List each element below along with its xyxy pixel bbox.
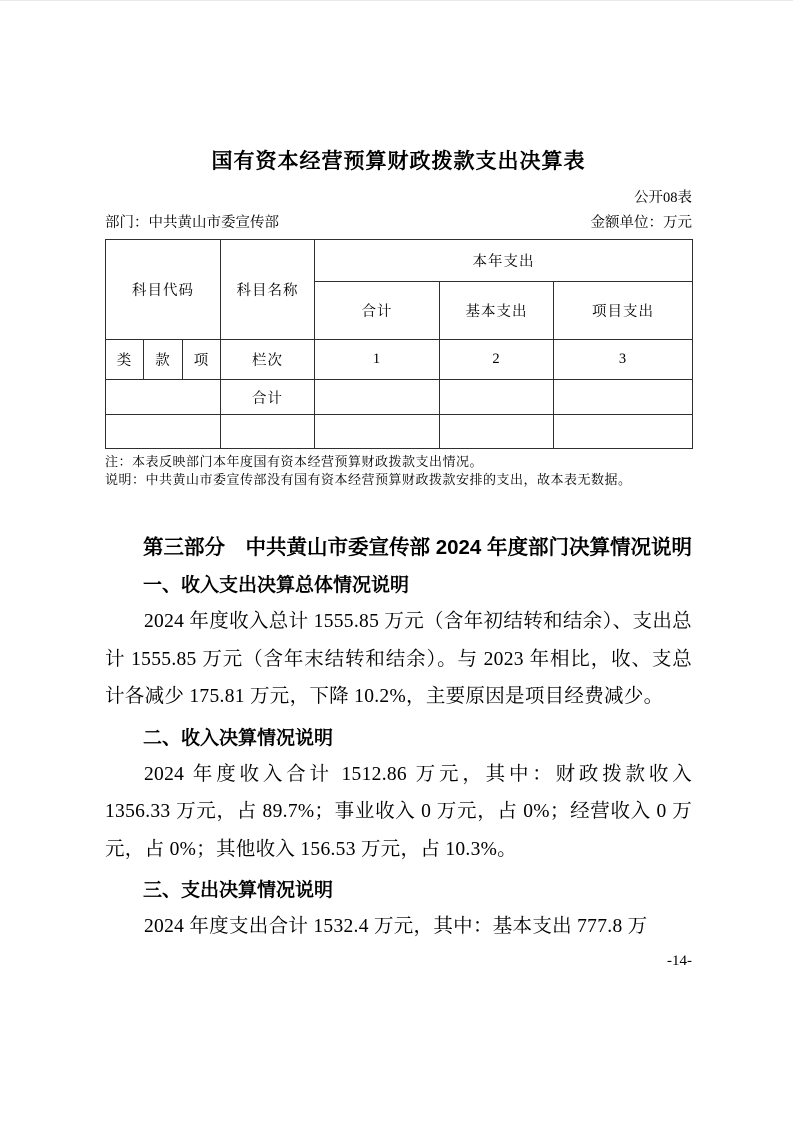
fiscal-appropriation-table <box>105 239 693 449</box>
cell-column-index-1: 1 <box>315 340 440 380</box>
cell-total-value-empty <box>315 380 440 415</box>
cell-total-code-empty <box>106 380 221 415</box>
th-current-year-expenditure: 本年支出 <box>315 240 693 282</box>
section3-heading: 三、支出决算情况说明 <box>143 880 334 901</box>
cell-basic-value-empty <box>440 380 554 415</box>
table-notes <box>105 453 692 488</box>
table-title: 国有资本经营预算财政拨款支出决算表 <box>211 150 586 173</box>
table-note-line: 注：本表反映部门本年度国有资本经营预算财政拨款支出情况。 <box>105 454 484 469</box>
cell-total-label: 合计 <box>221 380 315 415</box>
section1-heading: 一、收入支出决算总体情况说明 <box>143 575 410 596</box>
department-label: 部门：中共黄山市委宣传部 <box>105 215 279 231</box>
th-total: 合计 <box>315 282 440 340</box>
th-basic-expenditure: 基本支出 <box>440 282 554 340</box>
table-explanation-line: 说明：中共黄山市委宣传部没有国有资本经营预算财政拨款安排的支出，故本表无数据。 <box>105 471 632 487</box>
section1-paragraph: 2024 年度收入总计 1555.85 万元（含年初结转和结余）、支出总计 1555.85 万元（含年末结转和结余）。与 2023 年相比，收、支总计各减少 175.81 万元，下降 10.2%，主要原因是项目经费减少。 <box>105 611 692 707</box>
cell-empty-total <box>315 415 440 449</box>
cell-column-index-label: 栏次 <box>221 340 315 380</box>
page-content <box>105 1 692 970</box>
page-number: -14- <box>667 952 692 969</box>
cell-code-item: 项 <box>183 340 221 380</box>
section2-heading: 二、收入决算情况说明 <box>143 727 334 749</box>
section3-paragraph: 2024 年度支出合计 1532.4 万元，其中：基本支出 777.8 万 <box>144 916 648 937</box>
cell-code-section: 款 <box>144 340 183 380</box>
cell-project-value-empty <box>554 380 693 415</box>
cell-empty-name <box>221 415 315 449</box>
public-table-tag: 公开08表 <box>634 190 692 206</box>
cell-empty-code <box>106 415 221 449</box>
section2-paragraph: 2024 年度收入合计 1512.86 万元，其中：财政拨款收入 1356.33 万元，占 89.7%；事业收入 0 万元，占 0%；经营收入 0 万元，占 0%；其他收入 156.53 万元，占 10.3%。 <box>105 763 692 860</box>
cell-column-index-3: 3 <box>554 340 693 380</box>
part3-heading: 第三部分 中共黄山市委宣传部 2024 年度部门决算情况说明 <box>143 536 692 559</box>
th-project-expenditure: 项目支出 <box>554 282 693 340</box>
th-subject-code: 科目代码 <box>106 240 221 340</box>
cell-empty-project <box>554 415 693 449</box>
table-meta-row <box>105 214 692 232</box>
cell-code-class: 类 <box>106 340 144 380</box>
amount-unit-label: 金额单位：万元 <box>590 215 692 231</box>
th-subject-name: 科目名称 <box>221 240 315 340</box>
cell-empty-basic <box>440 415 554 449</box>
cell-column-index-2: 2 <box>440 340 554 380</box>
